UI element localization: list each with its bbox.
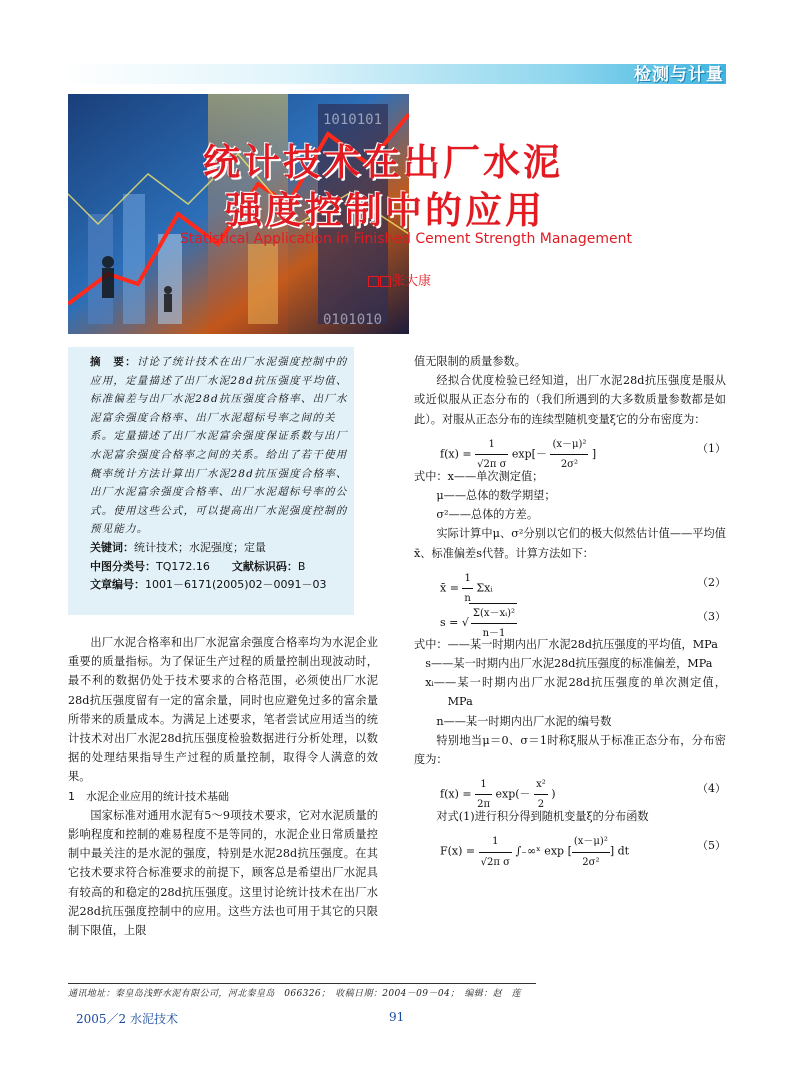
eq4-number: （4）: [697, 782, 726, 796]
page-number: 91: [389, 1010, 405, 1024]
equation-5: F(x) = $\frac{1}{\text{√2π σ}}$ ∫₋∞ˣ exp [ $\frac{\text{(x－μ)²}}{\text{2σ²}}$ ] dt （5）: [414, 830, 726, 860]
eq4-fnum: x²: [534, 775, 548, 795]
eq3-number: （3）: [697, 609, 726, 623]
author-name: 张大康: [392, 274, 432, 289]
hero-digits-2: 0101010: [323, 312, 383, 328]
footnote: 通讯地址：秦皇岛浅野水泥有限公司，河北秦皇岛 066326； 收稿日期：2004－09－04； 编辑：赵 莲: [68, 989, 521, 999]
continued-paragraph: 值无限制的质量参数。: [414, 355, 526, 368]
abstract-box: [68, 347, 354, 615]
where-mean: 式中：——某一时期内出厂水泥28d抗压强度的平均值，MPa: [414, 637, 718, 651]
where-std: s——某一时期内出厂水泥28d抗压强度的标准偏差，MPa: [425, 657, 713, 671]
abstract: [90, 353, 354, 539]
eq4-den: 2π: [477, 799, 491, 811]
eq4-num: 1: [475, 775, 492, 795]
eq1-den: √2π σ: [477, 459, 507, 471]
eq3-num: Σ(x－xᵢ)²: [471, 604, 517, 624]
eq3-den: n－1: [482, 628, 506, 640]
equation-3: s = √ $\frac{\text{Σ(x－xᵢ)²}}{n-1}$ （3）: [414, 601, 726, 631]
eq4-lhs: f(x) =: [440, 787, 472, 801]
eq1-coef: [475, 435, 508, 474]
article-title-english: Statistical Application in Finished Cement Strength Management: [180, 231, 632, 247]
article-title-line1: 统计技术在出厂水泥: [203, 141, 563, 184]
eq4-rhs: exp(－: [495, 787, 531, 801]
eq4-coef: [475, 775, 492, 814]
eq5-dt: dt: [617, 845, 630, 859]
eq5-den: √2π σ: [480, 856, 510, 868]
eq1-exponent: [550, 435, 588, 474]
journal-issue: 2005／2 水泥技术: [76, 1012, 178, 1026]
eq5-num: 1: [479, 832, 512, 852]
keywords-label: 关键词：: [90, 540, 134, 554]
author-mark-icon: [368, 276, 379, 287]
doccode-value: B: [297, 559, 306, 573]
eq1-close: ]: [591, 447, 597, 461]
eq4-fden: 2: [537, 799, 545, 811]
equation-2: [414, 567, 726, 605]
eq1-fnum: (x－μ)²: [550, 435, 588, 455]
right-column: [414, 352, 726, 868]
eq1-num: 1: [475, 435, 508, 455]
eq2-num: 1: [462, 569, 472, 589]
intro-paragraph: 出厂水泥合格率和出厂水泥富余强度合格率均为水泥企业重要的质量指标。为了保证生产过程的质量控制出现波动时，最不利的数据仍处于技术要求的合格范围，必须使出厂水泥28d抗压强度留有一定的富余量，同时也应避免过多的富余量所带来的质量成本。为满足上述要求，笔者尝试应用适当的统计技术对出厂水泥28d抗压强度检验数据进行分析处理，以数据的处理结果指导生产过程的质量控制，取得令人满意的效果。: [68, 636, 378, 784]
footnote-rule: [68, 983, 536, 984]
standard-normal-paragraph: 特别地当μ＝0、σ＝1时称ξ服从于标准正态分布，分布密度为：: [414, 733, 726, 767]
eq5-lhs: F(x) =: [440, 845, 476, 859]
article-title-line2: 强度控制中的应用: [225, 189, 545, 232]
eq5-fden: 2σ²: [582, 856, 600, 868]
doccode-label: 文献标识码：: [231, 559, 298, 573]
keywords: [90, 539, 354, 558]
eq4-close: ): [551, 787, 556, 801]
class-value: TQ172.16: [156, 559, 210, 573]
hero-digits-1: 1010101: [323, 112, 383, 128]
abstract-text: 讨论了统计技术在出厂水泥强度控制中的应用，定量描述了出厂水泥28d抗压强度平均值、标准偏差与出厂水泥28d抗压强度合格率、出厂水泥富余强度合格率、出厂水泥超标号率之间的关系。定量描述了出厂水泥富余强度保证系数与出厂水泥富余强度合格率之间的关系。给出了若干使用概率统计方法计算出厂水泥28d抗压强度合格率、出厂水泥富余强度合格率、出厂水泥超标号率的公式。使用这些公式，可以提高出厂水泥强度控制的预见能力。: [90, 356, 348, 536]
section1-paragraph: 国家标准对通用水泥有5～9项技术要求，它对水泥质量的影响程度和控制的难易程度不是等同的，水泥企业日常质量控制中最关注的是水泥的强度，特别是水泥28d抗压强度。在其它技术要求符合标准要求的前提下，顾客总是希望出厂水泥具有较高的和稳定的28d抗压强度。这里讨论统计技术在出厂水泥28d抗压强度控制中的应用。这些方法也可用于其它的只限制下限值，上限: [68, 808, 378, 938]
abstract-label: 摘 要：: [90, 356, 137, 368]
estimate-paragraph: 实际计算中μ、σ²分别以它们的极大似然估计值——平均值x̄、标准偏差s代替。计算方法如下：: [414, 527, 726, 560]
eq2-rhs: Σxᵢ: [476, 581, 493, 595]
artno-label: 文章编号：: [90, 578, 145, 592]
header-band: [62, 64, 726, 84]
eq5-number: （5）: [697, 839, 726, 853]
eq1-fden: 2σ²: [560, 459, 579, 471]
author-mark-icon: [380, 276, 391, 287]
left-column: [68, 633, 378, 940]
eq4-exponent: [534, 775, 548, 814]
keywords-value: 统计技术；水泥强度；定量: [134, 540, 266, 554]
equation-1: [414, 433, 726, 471]
where-x: 式中：x——单次测定值；: [414, 469, 544, 483]
where-n: n——某一时期内出厂水泥的编号数: [436, 714, 612, 728]
eq1-number: （1）: [697, 441, 726, 455]
eq5-integral: ∫₋∞ˣ exp: [515, 845, 565, 859]
eq1-exp: exp[－: [511, 447, 547, 461]
article-number: [90, 576, 354, 595]
eq2-den: n: [464, 593, 471, 605]
eq5-coef: [479, 832, 512, 871]
eq5-fnum: (x－μ)²: [572, 832, 610, 852]
classification: [90, 558, 354, 577]
eq3-lhs: s =: [440, 616, 459, 630]
eq1-lhs: f(x) =: [440, 447, 472, 461]
where-xi: xᵢ——某一时期内出厂水泥28d抗压强度的单次测定值，MPa: [425, 676, 726, 709]
artno-value: 1001－6171(2005)02－0091－03: [145, 578, 327, 592]
class-label: 中图分类号：: [90, 559, 156, 573]
eq5-exponent: [572, 832, 610, 871]
author: [368, 270, 431, 289]
integral-paragraph: 对式(1)进行积分得到随机变量ξ的分布函数: [436, 810, 649, 824]
eq2-number: （2）: [697, 575, 726, 589]
eq2-lhs: x̄ =: [440, 581, 459, 595]
where-mu: μ——总体的数学期望；: [436, 489, 556, 503]
section-heading-1: 1 水泥企业应用的统计技术基础: [68, 789, 229, 803]
section-label: 检测与计量: [634, 65, 724, 85]
where-sigma: σ²——总体的方差。: [436, 508, 539, 522]
distribution-paragraph: 经拟合优度检验已经知道，出厂水泥28d抗压强度是服从或近似服从正态分布的（我们所遇到的大多数质量参数都是如此）。对服从正态分布的连续型随机变量ξ它的分布密度为：: [414, 374, 726, 426]
eq3-frac: [469, 603, 517, 643]
